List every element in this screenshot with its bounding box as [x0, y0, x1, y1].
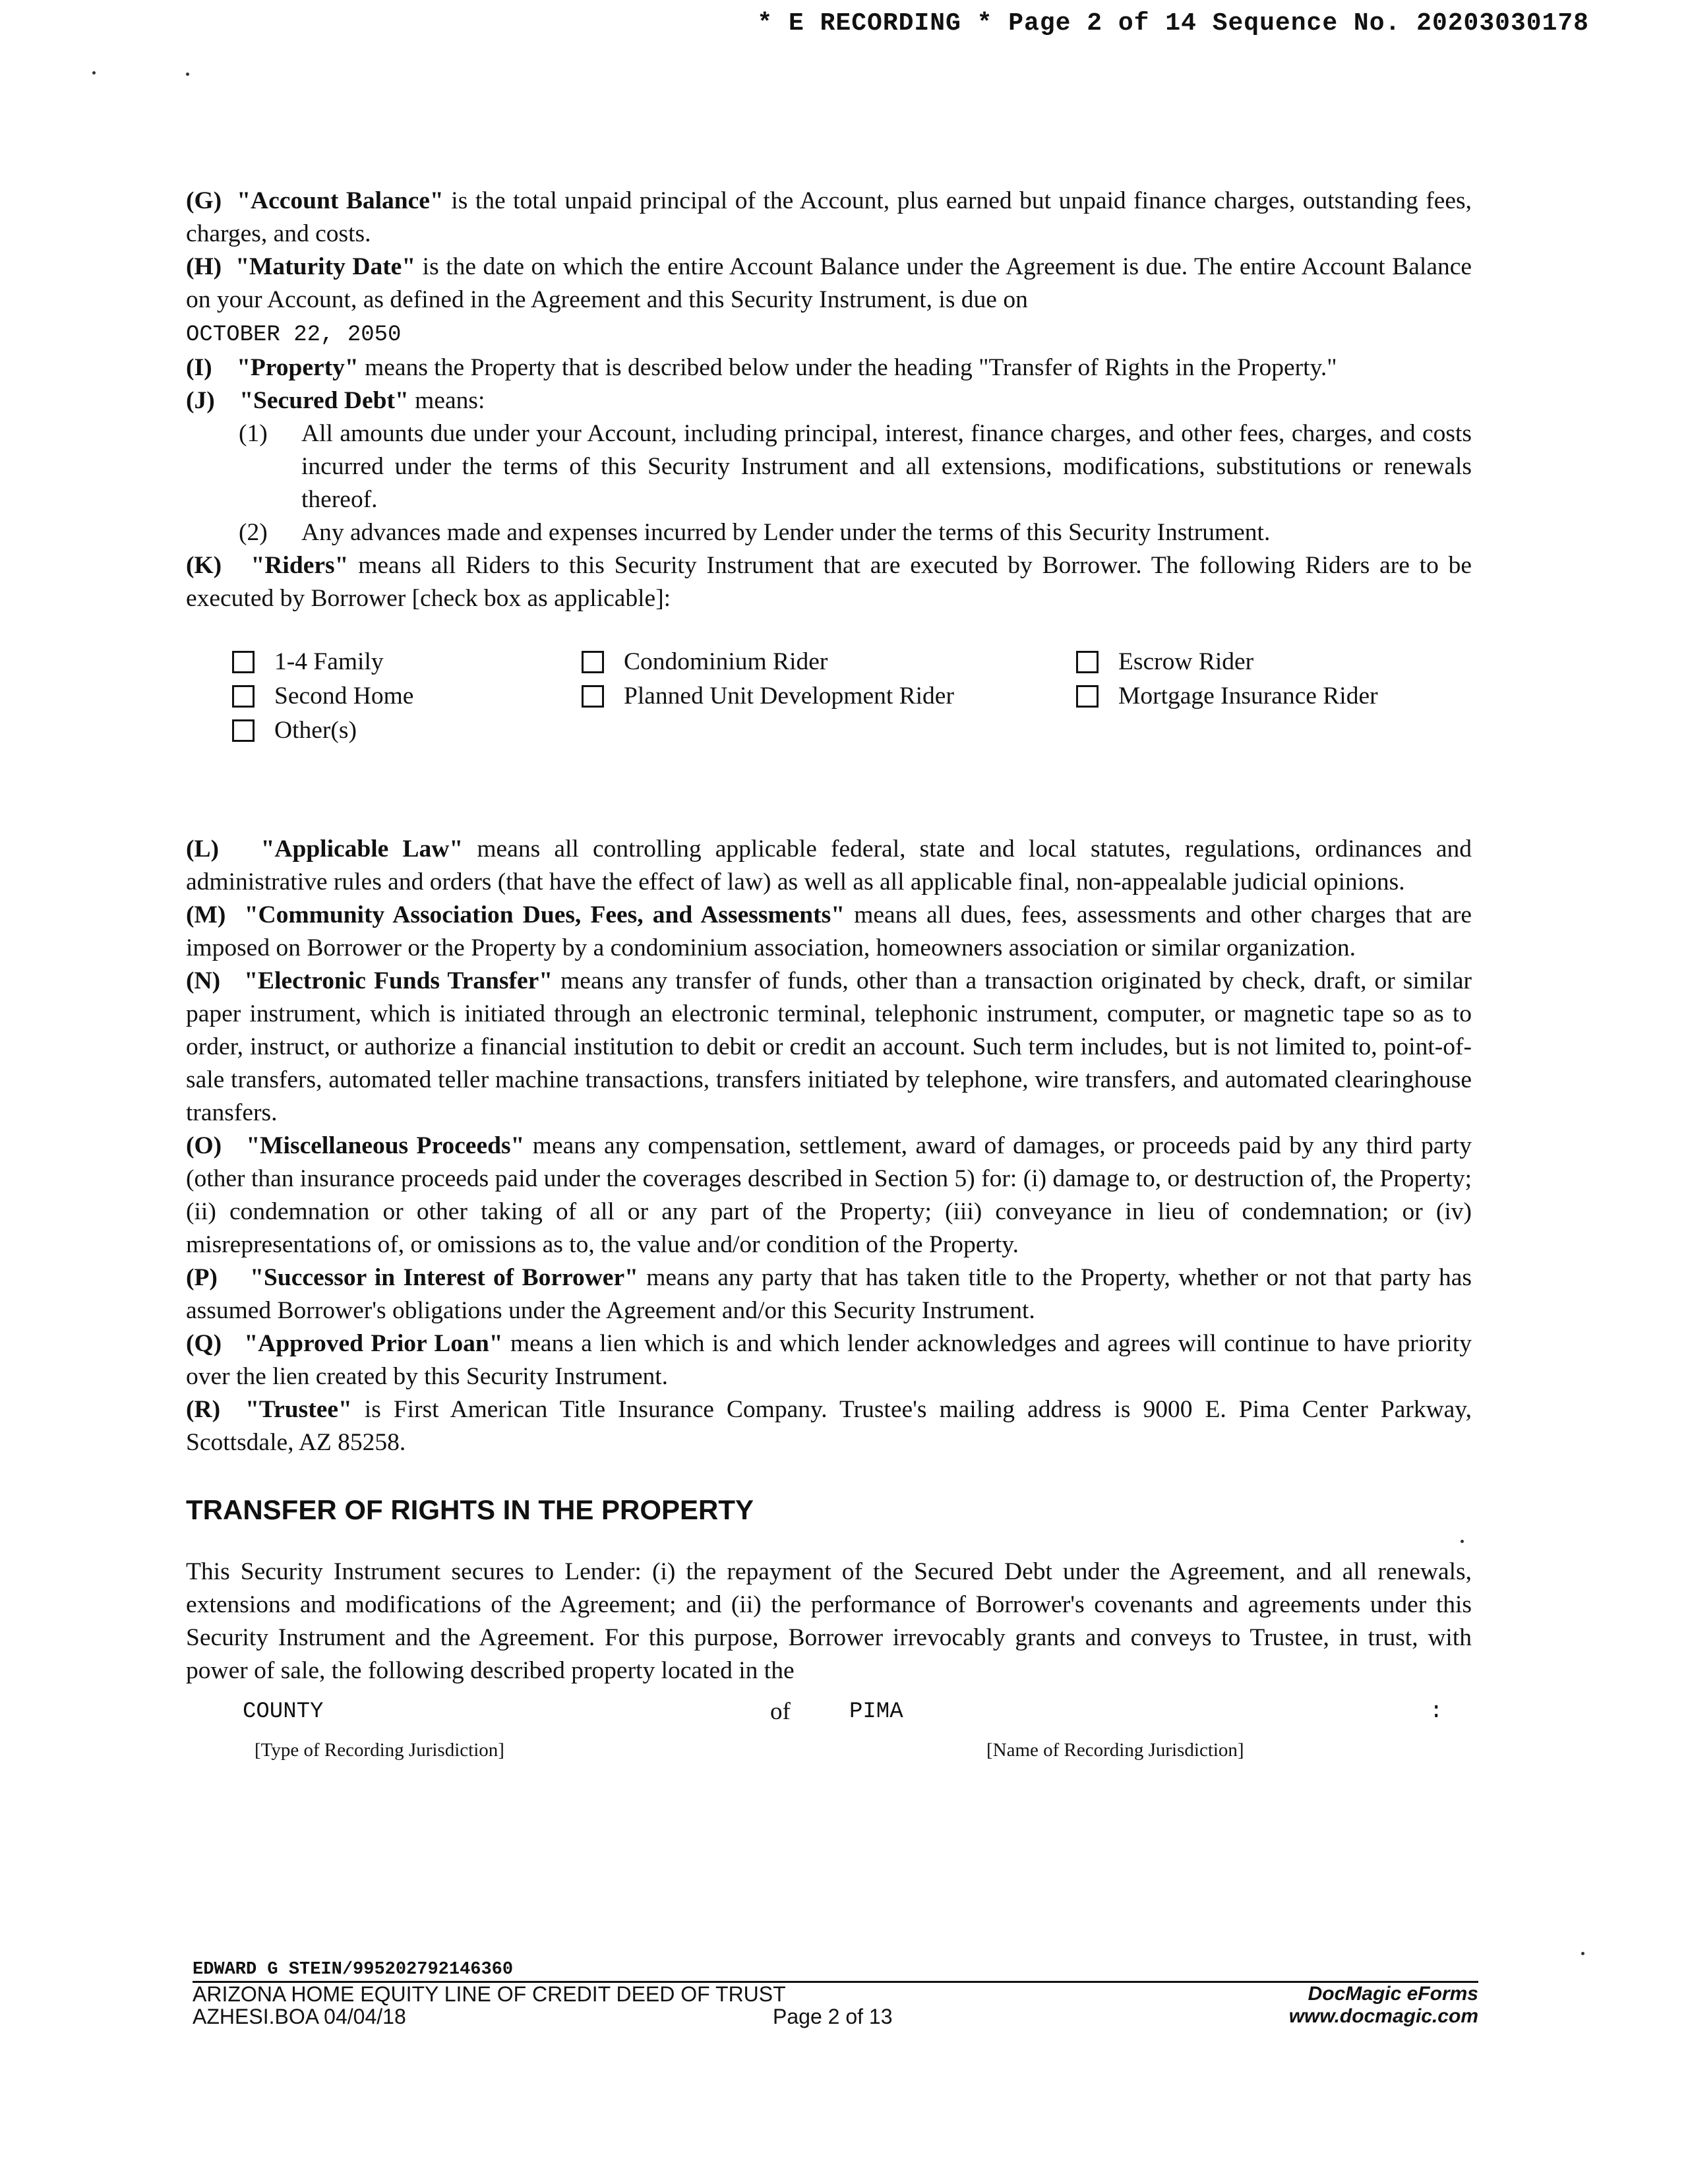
- jurisdiction-name: PIMA: [849, 1699, 903, 1724]
- form-footer: [193, 1960, 1478, 2028]
- item-text: All amounts due under your Account, including principal, interest, finance charges, and other fees, charges, and costs incurred under the terms of this Security Instrument and all extensions, modifications, substitutions or renewals thereof.: [301, 420, 1472, 513]
- definition-text: means all Riders to this Security Instrument that are executed by Borrower. The following Riders are to be executed by Borrower [check box as applicable]:: [186, 552, 1472, 612]
- checkbox[interactable]: [232, 719, 255, 742]
- definition-O: [186, 1130, 1472, 1261]
- rider-other[interactable]: [232, 714, 582, 747]
- definition-term: "Riders": [251, 552, 349, 579]
- definition-term: "Approved Prior Loan": [244, 1330, 503, 1357]
- checkbox[interactable]: [1076, 685, 1099, 708]
- rider-label: Mortgage Insurance Rider: [1118, 682, 1378, 710]
- document-body: [186, 185, 1472, 1767]
- definition-text: is the total unpaid principal of the Account, plus earned but unpaid finance charges, outstanding fees, charges, and costs.: [186, 187, 1472, 247]
- definition-text: means all controlling applicable federal, state and local statutes, regulations, ordinances and administrative rules and orders (that have the effect of law) as well as all applicable final, non-appealable judicial opinions.: [186, 835, 1472, 895]
- definition-label: (N): [186, 967, 221, 994]
- jurisdiction-type: COUNTY: [243, 1699, 324, 1724]
- definition-text: is First American Title Insurance Company. Trustee's mailing address is 9000 E. Pima Center Parkway, Scottsdale, AZ 85258.: [186, 1396, 1472, 1456]
- maturity-date: OCTOBER 22, 2050: [186, 322, 402, 348]
- checkbox[interactable]: [582, 685, 604, 708]
- rider-label: Second Home: [274, 682, 414, 710]
- transfer-paragraph: This Security Instrument secures to Lender: (i) the repayment of the Secured Debt under the Agreement, and all renewals, extensions and modifications of the Agreement; and (ii) the performance of Borrower's covenants and agreements under this Security Instrument and the Agreement. For this purpose, Borrower irrevocably grants and conveys to Trustee, in trust, with power of sale, the following described property located in the: [186, 1558, 1472, 1684]
- secured-debt-item: [239, 417, 1472, 516]
- definition-term: "Secured Debt": [239, 387, 409, 414]
- rider-second-home[interactable]: [232, 680, 582, 713]
- jurisdiction-colon: :: [1430, 1699, 1443, 1724]
- definition-term: "Electronic Funds Transfer": [244, 967, 553, 994]
- definition-text: means the Property that is described below under the heading "Transfer of Rights in the Property.": [358, 354, 1337, 381]
- brand-logo: DocMagic eForms: [1308, 1983, 1478, 2005]
- definition-label: (M): [186, 901, 226, 928]
- rider-mortgage-insurance[interactable]: [1076, 680, 1472, 713]
- recording-header: * E RECORDING * Page 2 of 14 Sequence No. 20203030178: [757, 9, 1589, 38]
- definition-term: "Miscellaneous Proceeds": [246, 1132, 525, 1159]
- definition-term: "Property": [237, 354, 359, 381]
- jurisdiction-captions: [186, 1734, 1472, 1767]
- borrower-id: EDWARD G STEIN/995202792146360: [193, 1960, 514, 1980]
- rider-label: Planned Unit Development Rider: [624, 682, 954, 710]
- checkbox[interactable]: [232, 651, 255, 673]
- definition-term: "Maturity Date": [235, 253, 416, 280]
- form-title: ARIZONA HOME EQUITY LINE OF CREDIT DEED OF TRUST: [193, 1982, 786, 2006]
- scan-speck: [92, 71, 96, 75]
- definition-text: is the date on which the entire Account Balance under the Agreement is due. The entire Account Balance on your Account, as defined in the Agreement and this Security Instrument, is due on: [186, 253, 1472, 313]
- item-number: (2): [239, 519, 268, 546]
- type-caption: [Type of Recording Jurisdiction]: [255, 1740, 504, 1761]
- riders-checklist: [232, 646, 1472, 747]
- definition-term: "Community Association Dues, Fees, and Assessments": [244, 901, 845, 928]
- definition-label: (O): [186, 1132, 222, 1159]
- definition-K: [186, 549, 1472, 615]
- definition-text: means:: [408, 387, 485, 414]
- definition-J: [186, 384, 1472, 417]
- rider-pud[interactable]: [582, 680, 1076, 713]
- definition-term: "Account Balance": [237, 187, 444, 214]
- definition-text: means all dues, fees, assessments and other charges that are imposed on Borrower or the Property by a condominium association, homeowners association or similar organization.: [186, 901, 1472, 961]
- definition-text: means any compensation, settlement, award of damages, or proceeds paid by any third party (other than insurance proceeds paid under the coverages described in Section 5) for: (i) damage to, or destruction of, the Property; (ii) condemnation or other taking of all or any part of the Property; (iii) conveyance in lieu of condemnation; or (iv) misrepresentations of, or omissions as to, the value and/or condition of the Property.: [186, 1132, 1472, 1258]
- secured-debt-item: [239, 516, 1472, 549]
- definition-R: [186, 1393, 1472, 1459]
- definition-label: (J): [186, 387, 215, 414]
- definition-term: "Applicable Law": [260, 835, 464, 863]
- definition-label: (Q): [186, 1330, 222, 1357]
- definition-label: (I): [186, 354, 212, 381]
- item-number: (1): [239, 420, 268, 447]
- section-title: TRANSFER OF RIGHTS IN THE PROPERTY: [186, 1494, 754, 1525]
- definition-label: (L): [186, 835, 219, 863]
- definition-H: [186, 251, 1472, 351]
- definition-label: (K): [186, 552, 222, 579]
- scan-speck: [186, 73, 189, 76]
- definition-label: (P): [186, 1264, 218, 1291]
- definition-text: means any party that has taken title to the Property, whether or not that party has assumed Borrower's obligations under the Agreement and/or this Security Instrument.: [186, 1264, 1472, 1324]
- rider-escrow[interactable]: [1076, 646, 1472, 679]
- definition-N: [186, 965, 1472, 1130]
- form-page-number: Page 2 of 13: [773, 2005, 893, 2028]
- recording-jurisdiction: [186, 1695, 1472, 1728]
- definition-label: (H): [186, 253, 222, 280]
- definition-P: [186, 1261, 1472, 1327]
- form-info: [193, 1983, 786, 2028]
- name-caption: [Name of Recording Jurisdiction]: [986, 1740, 1244, 1761]
- scan-speck: [1581, 1952, 1584, 1955]
- docmagic-brand: [1289, 1983, 1478, 2028]
- checkbox[interactable]: [582, 651, 604, 673]
- definition-I: [186, 351, 1472, 384]
- definition-M: [186, 899, 1472, 965]
- rider-label: Other(s): [274, 717, 357, 744]
- definition-Q: [186, 1327, 1472, 1393]
- rider-label: Condominium Rider: [624, 648, 828, 675]
- item-text: Any advances made and expenses incurred by Lender under the terms of this Security Instrument.: [301, 519, 1271, 546]
- of-word: of: [770, 1698, 791, 1725]
- definition-label: (G): [186, 187, 222, 214]
- definition-G: [186, 185, 1472, 251]
- checkbox[interactable]: [232, 685, 255, 708]
- definition-text: means a lien which is and which lender acknowledges and agrees will continue to have priority over the lien created by this Security Instrument.: [186, 1330, 1472, 1390]
- definition-text: means any transfer of funds, other than a transaction originated by check, draft, or similar paper instrument, which is initiated through an electronic terminal, telephonic instrument, computer, or magnetic tape so as to order, instruct, or authorize a financial institution to debit or credit an account. Such term includes, but is not limited to, point-of-sale transfers, automated teller machine transactions, transfers initiated by telephone, wire transfers, and automated clearinghouse transfers.: [186, 967, 1472, 1126]
- rider-family[interactable]: [232, 646, 582, 679]
- checkbox[interactable]: [1076, 651, 1099, 673]
- definition-L: [186, 833, 1472, 899]
- definition-term: "Trustee": [245, 1396, 352, 1423]
- rider-label: 1-4 Family: [274, 648, 384, 675]
- brand-website: www.docmagic.com: [1288, 2005, 1478, 2027]
- definition-label: (R): [186, 1396, 221, 1423]
- rider-condominium[interactable]: [582, 646, 1076, 679]
- rider-label: Escrow Rider: [1118, 648, 1254, 675]
- form-code: AZHESI.BOA 04/04/18: [193, 2005, 406, 2028]
- definition-term: "Successor in Interest of Borrower": [250, 1264, 638, 1291]
